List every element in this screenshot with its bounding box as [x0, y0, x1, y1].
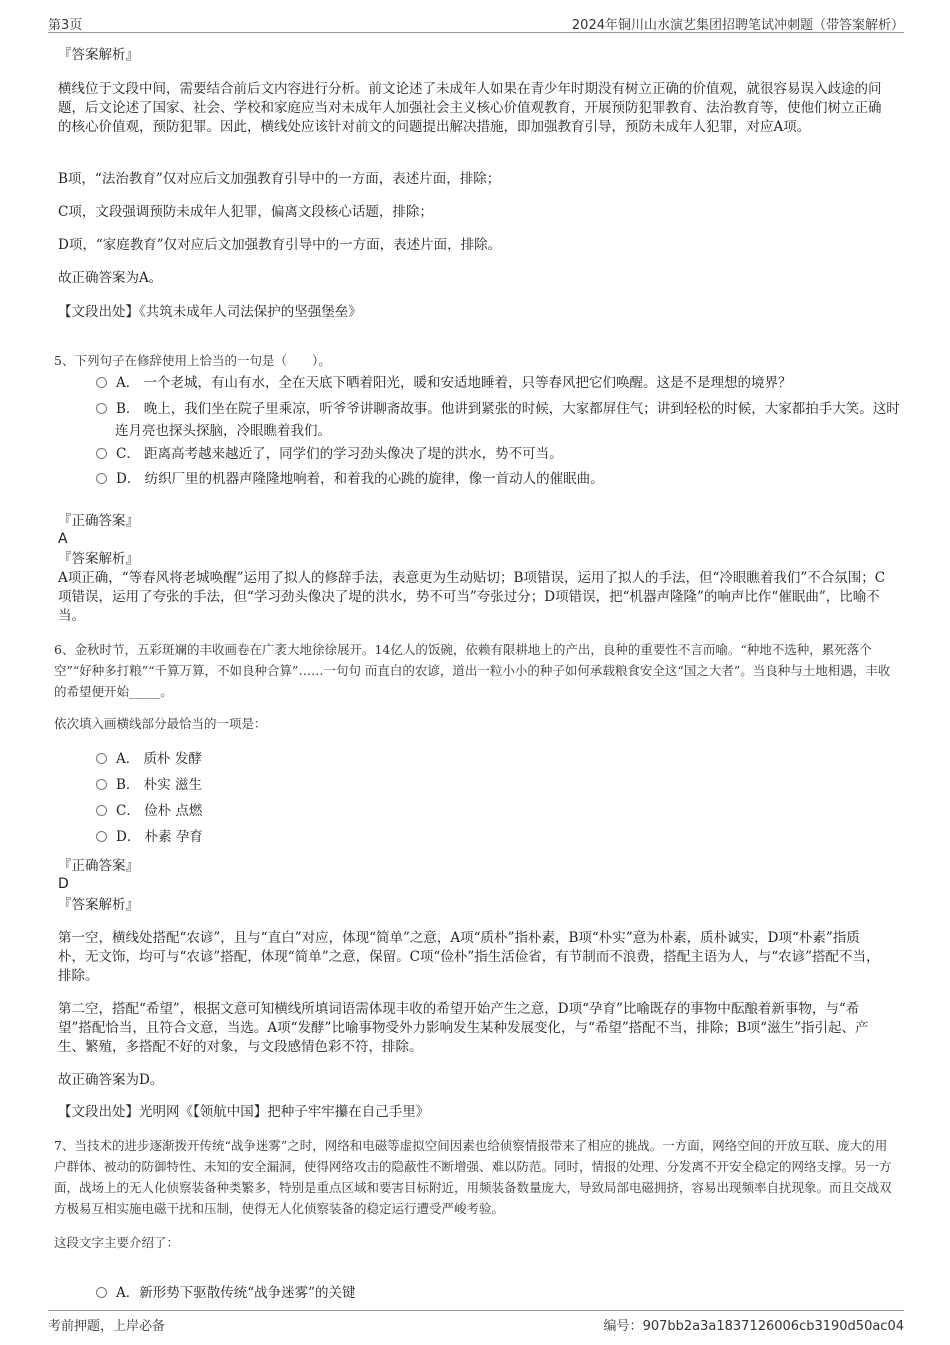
q5-option-a[interactable]: A． 一个老城，有山有水，全在天底下晒着阳光，暖和安适地睡着，只等春风把它们唤醒。这是不是理想的境界？ — [96, 372, 886, 394]
q4-analysis-heading: 『答案解析』 — [58, 47, 139, 63]
q6-answer: D — [58, 876, 69, 892]
q4-analysis-b: B项，“法治教育”仅对应后文加强教育引导中的一方面，表述片面，排除； — [58, 171, 501, 187]
radio-icon[interactable] — [96, 473, 107, 484]
q4-analysis-d: D项，“家庭教育”仅对应后文加强教育引导中的一方面，表述片面，排除。 — [58, 237, 502, 253]
page-footer — [48, 1310, 904, 1333]
q6-answer-heading: 『正确答案』 — [58, 858, 139, 874]
q4-source: 【文段出处】《共筑未成年人司法保护的坚强堡垒》 — [58, 304, 362, 320]
q5-option-b[interactable]: B． 晚上，我们坐在院子里乘凉，听爷爷讲聊斋故事。他讲到紧张的时候，大家都屏住气；讲到轻松的时候，大家都拍手大笑。这时连月亮也探头探脑，冷眼瞧着我们。 — [96, 398, 905, 442]
q4-analysis-paragraph: 横线位于文段中间，需要结合前后文内容进行分析。前文论述了未成年人如果在青少年时期没有树立正确的价值观，就很容易误入歧途的问题，后文论述了国家、社会、学校和家庭应当对未成年人加强社会主义核心价值观教育，开展预防犯罪教育、法治教育等，使他们树立正确的核心价值观，预防犯罪。因此，横线处应该针对前文的问题提出解决措施，即加强教育引导，预防未成年人犯罪，对应A项。 — [58, 81, 882, 135]
q5-answer: A — [58, 531, 68, 547]
q6-analysis-paragraph-2: 第二空，搭配“希望”，根据文意可知横线所填词语需体现丰收的希望开始产生之意，D项“孕育”比喻既存的事物中酝酿着新事物，与“希望”搭配恰当，且符合文意，当选。A项“发酵”比喻事物受外力影响发生某种发展变化，与“希望”搭配不当，排除；B项“滋生”指引起、产生、繁殖，多搭配不好的对象，与文段感情色彩不符，排除。 — [58, 1001, 869, 1055]
q7-instruction: 这段文字主要介绍了： — [54, 1235, 180, 1250]
q6-stem: 6、金秋时节，五彩斑斓的丰收画卷在广袤大地徐徐展开。14亿人的饭碗，依赖有限耕地上的产出，良种的重要性不言而喻。“种地不选种，累死落个空”“好种多打粮”“千算万算，不如良种合算”……一句句 而直白的农谚，道出一粒小小的种子如何承载粮食安全这“国之大者”。当良种与土地相遇，丰收的希望便开始_____。 — [54, 642, 891, 699]
q4-conclusion: 故正确答案为A。 — [58, 270, 163, 286]
footer-code: 编号：907bb2a3a1837126006cb3190d50ac04 — [603, 1319, 904, 1334]
q6-conclusion: 故正确答案为D。 — [58, 1072, 164, 1088]
q5-option-d[interactable]: D． 纺织厂里的机器声隆隆地响着，和着我的心跳的旋律，像一首动人的催眠曲。 — [96, 468, 886, 490]
q6-instruction: 依次填入画横线部分最恰当的一项是： — [54, 716, 267, 731]
radio-icon[interactable] — [96, 377, 107, 388]
q5-analysis-heading: 『答案解析』 — [58, 551, 139, 567]
q6-option-b[interactable]: B． 朴实 滋生 — [96, 774, 886, 796]
q4-analysis-c: C项，文段强调预防未成年人犯罪，偏离文段核心话题，排除； — [58, 204, 433, 220]
radio-icon[interactable] — [96, 753, 107, 764]
q5-stem: 5、下列句子在修辞使用上恰当的一句是（ ）。 — [54, 353, 331, 368]
footer-slogan: 考前押题，上岸必备 — [48, 1319, 166, 1334]
document-title: 2024年铜川山水演艺集团招聘笔试冲刺题（带答案解析） — [571, 18, 904, 33]
radio-icon[interactable] — [96, 448, 107, 459]
q5-answer-heading: 『正确答案』 — [58, 513, 139, 529]
q7-option-a[interactable]: A．新形势下驱散传统“战争迷雾”的关键 — [96, 1282, 886, 1304]
radio-icon[interactable] — [96, 831, 107, 842]
q5-option-c[interactable]: C． 距离高考越来越近了，同学们的学习劲头像决了堤的洪水，势不可当。 — [96, 443, 886, 465]
page-header — [48, 12, 904, 33]
q7-stem: 7、当技术的进步逐渐拨开传统“战争迷雾”之时，网络和电磁等虚拟空间因素也给侦察情报带来了相应的挑战。一方面，网络空间的开放互联、庞大的用户群体、被动的防御特性、未知的安全漏洞，使得网络攻击的隐蔽性不断增强、难以防范。同时，情报的处理、分发离不开安全稳定的网络支撑。另一方面，战场上的无人化侦察装备种类繁多，特别是重点区域和要害目标附近，用频装备数量庞大，导致局部电磁拥挤，容易出现频率自扰现象。而且交战双方极易互相实施电磁干扰和压制，使得无人化侦察装备的稳定运行遭受严峻考验。 — [54, 1138, 892, 1216]
q6-source: 【文段出处】光明网《【领航中国】把种子牢牢攥在自己手里》 — [58, 1104, 430, 1120]
q6-analysis-paragraph-1: 第一空，横线处搭配“农谚”，且与“直白”对应，体现“简单”之意，A项“质朴”指朴素，B项“朴实”意为朴素，质朴诚实，D项“朴素”指质朴，无文饰，均可与“农谚”搭配，体现“简单”之意，保留。C项“俭朴”指生活俭省，有节制而不浪费，搭配主语为人，与“农谚”搭配不当，排除。 — [58, 930, 880, 984]
radio-icon[interactable] — [96, 805, 107, 816]
radio-icon[interactable] — [96, 1287, 107, 1298]
radio-icon[interactable] — [96, 779, 107, 790]
q6-option-c[interactable]: C． 俭朴 点燃 — [96, 800, 886, 822]
q6-analysis-heading: 『答案解析』 — [58, 897, 139, 913]
q6-option-a[interactable]: A． 质朴 发酵 — [96, 748, 886, 770]
radio-icon[interactable] — [96, 403, 107, 414]
page-number: 第3页 — [48, 18, 83, 33]
q6-option-d[interactable]: D． 朴素 孕育 — [96, 826, 886, 848]
q5-analysis: A项正确，“等春风将老城唤醒”运用了拟人的修辞手法，表意更为生动贴切；B项错误，运用了拟人的手法，但“冷眼瞧着我们”不合氛围；C项错误，运用了夸张的手法，但“学习劲头像决了堤的洪水，势不可当”夸张过分；D项错误，把“机器声隆隆”的响声比作“催眠曲”，比喻不当。 — [58, 570, 886, 624]
